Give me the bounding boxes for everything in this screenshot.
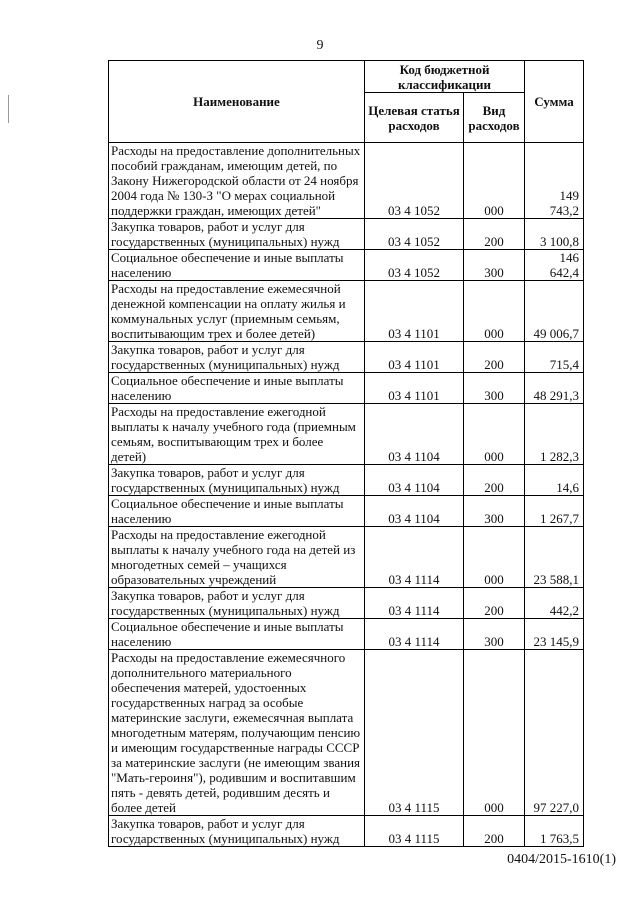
row-expense-type: 000: [464, 143, 525, 219]
table-row: [109, 281, 584, 342]
table-row: [109, 588, 584, 619]
row-expense-type: 300: [464, 373, 525, 404]
row-name: Закупка товаров, работ и услуг для государственных (муниципальных) нужд: [109, 465, 365, 496]
row-expense-type: 200: [464, 588, 525, 619]
row-amount: 1 267,7: [525, 496, 584, 527]
row-target-article: 03 4 1104: [365, 465, 464, 496]
row-expense-type: 300: [464, 619, 525, 650]
row-target-article: 03 4 1114: [365, 619, 464, 650]
table-body: [109, 143, 584, 847]
row-target-article: 03 4 1114: [365, 527, 464, 588]
budget-table-container: [108, 60, 583, 847]
table-row: [109, 404, 584, 465]
row-expense-type: 300: [464, 250, 525, 281]
budget-table: [108, 60, 584, 847]
row-target-article: 03 4 1104: [365, 404, 464, 465]
row-amount: 49 006,7: [525, 281, 584, 342]
row-name: Социальное обеспечение и иные выплаты населению: [109, 373, 365, 404]
row-name: Социальное обеспечение и иные выплаты населению: [109, 619, 365, 650]
row-expense-type: 200: [464, 219, 525, 250]
row-amount: 715,4: [525, 342, 584, 373]
table-row: [109, 465, 584, 496]
row-target-article: 03 4 1104: [365, 496, 464, 527]
row-amount: 149 743,2: [525, 143, 584, 219]
row-target-article: 03 4 1114: [365, 588, 464, 619]
row-expense-type: 000: [464, 527, 525, 588]
row-name: Социальное обеспечение и иные выплаты населению: [109, 250, 365, 281]
row-expense-type: 300: [464, 496, 525, 527]
row-target-article: 03 4 1101: [365, 281, 464, 342]
row-name: Социальное обеспечение и иные выплаты населению: [109, 496, 365, 527]
row-target-article: 03 4 1101: [365, 342, 464, 373]
table-row: [109, 527, 584, 588]
row-amount: 146 642,4: [525, 250, 584, 281]
row-target-article: 03 4 1052: [365, 219, 464, 250]
table-row: [109, 219, 584, 250]
header-expense-type: Вид расходов: [464, 93, 525, 143]
row-name: Закупка товаров, работ и услуг для государственных (муниципальных) нужд: [109, 588, 365, 619]
page-number: 9: [316, 38, 324, 53]
row-expense-type: 000: [464, 281, 525, 342]
row-amount: 14,6: [525, 465, 584, 496]
row-expense-type: 200: [464, 342, 525, 373]
row-amount: 48 291,3: [525, 373, 584, 404]
header-amount: Сумма: [525, 61, 584, 143]
table-row: [109, 342, 584, 373]
row-amount: 23 588,1: [525, 527, 584, 588]
row-amount: 442,2: [525, 588, 584, 619]
table-row: [109, 650, 584, 816]
row-expense-type: 000: [464, 404, 525, 465]
row-name: Расходы на предоставление ежемесячного дополнительного материального обеспечения матерей, удостоенных государственных наград за особые материнские заслуги, ежемесячная выплата многодетным матерям, получающим пенсию и имеющим государственные награды СССР за материнские заслуги (не имеющим звания "Мать-героиня"), родившим и воспитавшим пять - девять детей, родившим десять и более детей: [109, 650, 365, 816]
row-expense-type: 200: [464, 816, 525, 847]
row-amount: 3 100,8: [525, 219, 584, 250]
table-row: [109, 143, 584, 219]
row-name: Закупка товаров, работ и услуг для государственных (муниципальных) нужд: [109, 816, 365, 847]
header-name: Наименование: [109, 61, 365, 143]
row-amount: 97 227,0: [525, 650, 584, 816]
row-target-article: 03 4 1101: [365, 373, 464, 404]
header-budget-code: Код бюджетной классификации: [365, 61, 525, 93]
row-name: Закупка товаров, работ и услуг для государственных (муниципальных) нужд: [109, 342, 365, 373]
row-expense-type: 200: [464, 465, 525, 496]
table-row: [109, 619, 584, 650]
table-row: [109, 373, 584, 404]
row-name: Закупка товаров, работ и услуг для государственных (муниципальных) нужд: [109, 219, 365, 250]
row-amount: 1 282,3: [525, 404, 584, 465]
table-row: [109, 816, 584, 847]
row-name: Расходы на предоставление ежегодной выплаты к началу учебного года (приемным семьям, воспитывающим трех и более детей): [109, 404, 365, 465]
row-target-article: 03 4 1115: [365, 650, 464, 816]
row-target-article: 03 4 1052: [365, 143, 464, 219]
header-target-article: Целевая статья расходов: [365, 93, 464, 143]
row-amount: 23 145,9: [525, 619, 584, 650]
table-row: [109, 496, 584, 527]
document-code: 0404/2015-1610(1): [507, 852, 616, 867]
table-row: [109, 250, 584, 281]
row-name: Расходы на предоставление дополнительных пособий гражданам, имеющим детей, по Закону Нижегородской области от 24 ноября 2004 года № 130-З "О мерах социальной поддержки граждан, имеющих детей": [109, 143, 365, 219]
row-name: Расходы на предоставление ежегодной выплаты к началу учебного года на детей из многодетных семей – учащихся образовательных учреждений: [109, 527, 365, 588]
row-target-article: 03 4 1115: [365, 816, 464, 847]
row-target-article: 03 4 1052: [365, 250, 464, 281]
margin-mark: [8, 95, 9, 123]
row-name: Расходы на предоставление ежемесячной денежной компенсации на оплату жилья и коммунальных услуг (приемным семьям, воспитывающим трех и более детей): [109, 281, 365, 342]
row-expense-type: 000: [464, 650, 525, 816]
row-amount: 1 763,5: [525, 816, 584, 847]
